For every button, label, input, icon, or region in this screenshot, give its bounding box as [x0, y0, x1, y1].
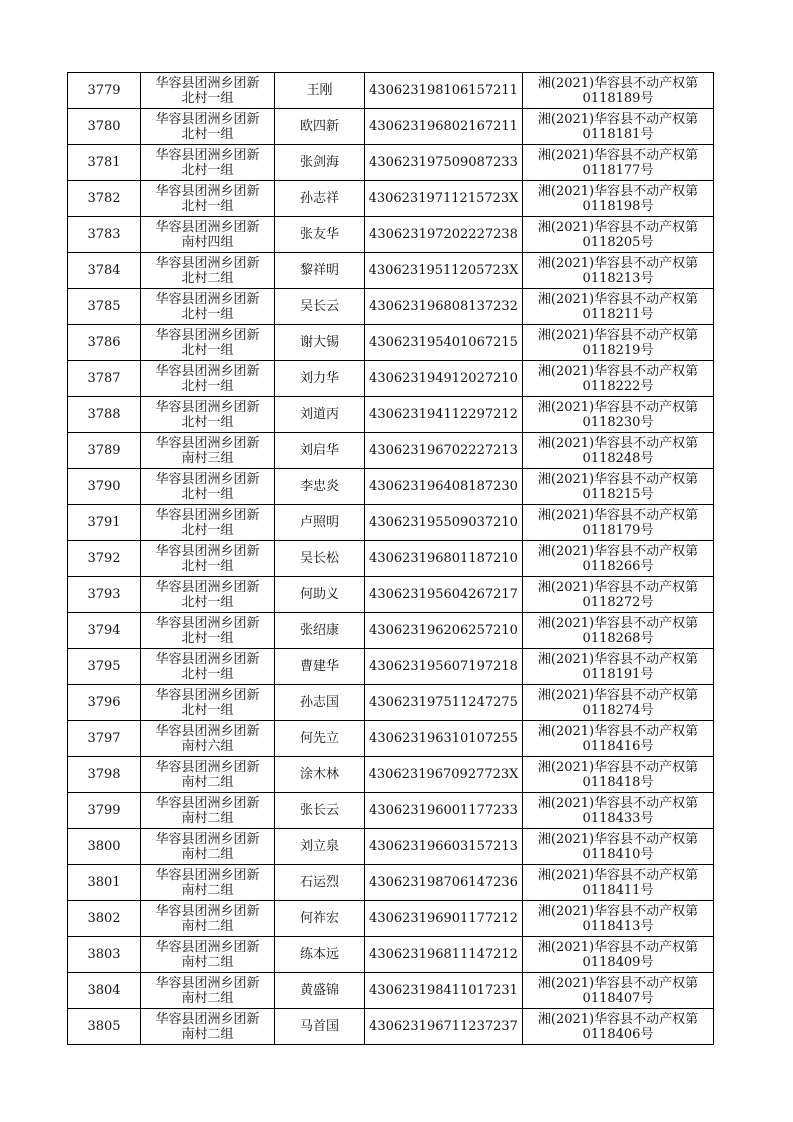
table-row — [68, 1009, 714, 1045]
certificate-line-1: 湘(2021)华容县不动产权第 — [537, 939, 699, 955]
id-number-cell: 430623196802167211 — [365, 109, 523, 145]
address-line-1: 华容县团洲乡团新 — [155, 903, 260, 919]
address-cell — [141, 469, 275, 505]
certificate-line-2: 0118248号 — [582, 450, 654, 466]
table-row — [68, 181, 714, 217]
address-line-1: 华容县团洲乡团新 — [155, 435, 260, 451]
address-line-2: 南村二组 — [181, 810, 234, 826]
certificate-line-2: 0118410号 — [582, 846, 654, 862]
certificate-line-1: 湘(2021)华容县不动产权第 — [537, 867, 699, 883]
table-row — [68, 865, 714, 901]
certificate-line-1: 湘(2021)华容县不动产权第 — [537, 183, 699, 199]
address-line-1: 华容县团洲乡团新 — [155, 759, 260, 775]
address-line-2: 南村二组 — [181, 882, 234, 898]
address-cell — [141, 973, 275, 1009]
certificate-cell — [523, 577, 714, 613]
name-cell: 刘立泉 — [275, 829, 365, 865]
table-row — [68, 397, 714, 433]
certificate-cell — [523, 73, 714, 109]
address-line-2: 南村二组 — [181, 918, 234, 934]
certificate-cell — [523, 433, 714, 469]
certificate-line-2: 0118181号 — [582, 126, 654, 142]
address-line-2: 北村一组 — [181, 666, 234, 682]
row-number-cell: 3799 — [68, 793, 141, 829]
row-number-cell: 3783 — [68, 217, 141, 253]
certificate-cell — [523, 685, 714, 721]
certificate-cell — [523, 109, 714, 145]
name-cell: 吴长云 — [275, 289, 365, 325]
row-number-cell: 3793 — [68, 577, 141, 613]
certificate-line-1: 湘(2021)华容县不动产权第 — [537, 579, 699, 595]
certificate-line-1: 湘(2021)华容县不动产权第 — [537, 759, 699, 775]
row-number-cell: 3798 — [68, 757, 141, 793]
address-line-1: 华容县团洲乡团新 — [155, 615, 260, 631]
address-line-2: 南村六组 — [181, 738, 234, 754]
registry-table-body — [68, 73, 714, 1045]
address-cell — [141, 613, 275, 649]
certificate-cell — [523, 901, 714, 937]
certificate-line-1: 湘(2021)华容县不动产权第 — [537, 291, 699, 307]
certificate-line-1: 湘(2021)华容县不动产权第 — [537, 471, 699, 487]
address-cell — [141, 793, 275, 829]
id-number-cell: 430623196711237237 — [365, 1009, 523, 1045]
address-line-2: 北村一组 — [181, 90, 234, 106]
address-line-2: 北村一组 — [181, 702, 234, 718]
table-row — [68, 109, 714, 145]
table-row — [68, 829, 714, 865]
address-line-1: 华容县团洲乡团新 — [155, 795, 260, 811]
certificate-line-1: 湘(2021)华容县不动产权第 — [537, 687, 699, 703]
certificate-line-2: 0118198号 — [582, 198, 654, 214]
id-number-cell: 43062319670927723X — [365, 757, 523, 793]
certificate-line-2: 0118411号 — [582, 882, 654, 898]
address-cell — [141, 829, 275, 865]
certificate-cell — [523, 253, 714, 289]
address-line-1: 华容县团洲乡团新 — [155, 507, 260, 523]
name-cell: 卢照明 — [275, 505, 365, 541]
certificate-line-1: 湘(2021)华容县不动产权第 — [537, 903, 699, 919]
certificate-line-2: 0118413号 — [582, 918, 654, 934]
name-cell: 何助义 — [275, 577, 365, 613]
certificate-line-2: 0118213号 — [582, 270, 654, 286]
certificate-line-1: 湘(2021)华容县不动产权第 — [537, 111, 699, 127]
address-cell — [141, 325, 275, 361]
address-line-2: 北村一组 — [181, 306, 234, 322]
certificate-cell — [523, 469, 714, 505]
table-row — [68, 433, 714, 469]
address-cell — [141, 217, 275, 253]
table-row — [68, 289, 714, 325]
address-line-2: 南村二组 — [181, 1026, 234, 1042]
address-line-2: 北村一组 — [181, 162, 234, 178]
row-number-cell: 3789 — [68, 433, 141, 469]
name-cell: 石运烈 — [275, 865, 365, 901]
certificate-line-1: 湘(2021)华容县不动产权第 — [537, 795, 699, 811]
id-number-cell: 430623196206257210 — [365, 613, 523, 649]
certificate-cell — [523, 145, 714, 181]
address-line-2: 北村一组 — [181, 414, 234, 430]
certificate-cell — [523, 793, 714, 829]
row-number-cell: 3784 — [68, 253, 141, 289]
row-number-cell: 3787 — [68, 361, 141, 397]
certificate-line-1: 湘(2021)华容县不动产权第 — [537, 507, 699, 523]
certificate-line-2: 0118189号 — [582, 90, 654, 106]
address-line-2: 北村一组 — [181, 594, 234, 610]
address-line-2: 南村三组 — [181, 450, 234, 466]
table-row — [68, 217, 714, 253]
certificate-cell — [523, 541, 714, 577]
certificate-line-1: 湘(2021)华容县不动产权第 — [537, 831, 699, 847]
name-cell: 孙志国 — [275, 685, 365, 721]
address-line-2: 南村二组 — [181, 774, 234, 790]
id-number-cell: 430623196801187210 — [365, 541, 523, 577]
name-cell: 刘力华 — [275, 361, 365, 397]
certificate-line-2: 0118179号 — [582, 522, 654, 538]
certificate-line-2: 0118211号 — [582, 306, 654, 322]
certificate-line-2: 0118219号 — [582, 342, 654, 358]
row-number-cell: 3788 — [68, 397, 141, 433]
address-line-2: 南村二组 — [181, 846, 234, 862]
row-number-cell: 3780 — [68, 109, 141, 145]
certificate-line-1: 湘(2021)华容县不动产权第 — [537, 651, 699, 667]
row-number-cell: 3795 — [68, 649, 141, 685]
certificate-cell — [523, 1009, 714, 1045]
address-line-1: 华容县团洲乡团新 — [155, 579, 260, 595]
certificate-line-2: 0118407号 — [582, 990, 654, 1006]
name-cell: 涂木林 — [275, 757, 365, 793]
id-number-cell: 430623196408187230 — [365, 469, 523, 505]
address-line-1: 华容县团洲乡团新 — [155, 471, 260, 487]
certificate-line-1: 湘(2021)华容县不动产权第 — [537, 543, 699, 559]
row-number-cell: 3797 — [68, 721, 141, 757]
name-cell: 练本远 — [275, 937, 365, 973]
certificate-line-1: 湘(2021)华容县不动产权第 — [537, 219, 699, 235]
table-row — [68, 973, 714, 1009]
address-line-1: 华容县团洲乡团新 — [155, 867, 260, 883]
table-row — [68, 577, 714, 613]
certificate-line-1: 湘(2021)华容县不动产权第 — [537, 327, 699, 343]
certificate-line-2: 0118418号 — [582, 774, 654, 790]
address-cell — [141, 577, 275, 613]
certificate-line-2: 0118222号 — [582, 378, 654, 394]
certificate-cell — [523, 757, 714, 793]
table-row — [68, 253, 714, 289]
table-row — [68, 145, 714, 181]
id-number-cell: 430623198411017231 — [365, 973, 523, 1009]
name-cell: 黎祥明 — [275, 253, 365, 289]
row-number-cell: 3781 — [68, 145, 141, 181]
name-cell: 王刚 — [275, 73, 365, 109]
address-line-1: 华容县团洲乡团新 — [155, 255, 260, 271]
id-number-cell: 430623195401067215 — [365, 325, 523, 361]
row-number-cell: 3801 — [68, 865, 141, 901]
address-cell — [141, 1009, 275, 1045]
certificate-cell — [523, 397, 714, 433]
address-cell — [141, 541, 275, 577]
certificate-line-2: 0118230号 — [582, 414, 654, 430]
row-number-cell: 3792 — [68, 541, 141, 577]
table-row — [68, 937, 714, 973]
address-line-2: 北村一组 — [181, 342, 234, 358]
table-row — [68, 757, 714, 793]
certificate-line-1: 湘(2021)华容县不动产权第 — [537, 615, 699, 631]
address-cell — [141, 901, 275, 937]
row-number-cell: 3796 — [68, 685, 141, 721]
table-row — [68, 649, 714, 685]
name-cell: 马首国 — [275, 1009, 365, 1045]
address-line-2: 北村一组 — [181, 198, 234, 214]
table-row — [68, 901, 714, 937]
address-line-1: 华容县团洲乡团新 — [155, 723, 260, 739]
address-cell — [141, 649, 275, 685]
address-line-1: 华容县团洲乡团新 — [155, 75, 260, 91]
id-number-cell: 430623195607197218 — [365, 649, 523, 685]
id-number-cell: 430623198106157211 — [365, 73, 523, 109]
name-cell: 刘道丙 — [275, 397, 365, 433]
address-cell — [141, 505, 275, 541]
address-line-1: 华容县团洲乡团新 — [155, 363, 260, 379]
certificate-cell — [523, 505, 714, 541]
id-number-cell: 430623196811147212 — [365, 937, 523, 973]
certificate-cell — [523, 829, 714, 865]
certificate-line-2: 0118268号 — [582, 630, 654, 646]
certificate-line-2: 0118191号 — [582, 666, 654, 682]
table-row — [68, 73, 714, 109]
certificate-cell — [523, 865, 714, 901]
row-number-cell: 3786 — [68, 325, 141, 361]
certificate-line-1: 湘(2021)华容县不动产权第 — [537, 147, 699, 163]
address-cell — [141, 685, 275, 721]
certificate-cell — [523, 721, 714, 757]
registry-table — [67, 72, 714, 1045]
certificate-line-2: 0118266号 — [582, 558, 654, 574]
name-cell: 谢大锡 — [275, 325, 365, 361]
id-number-cell: 430623197511247275 — [365, 685, 523, 721]
certificate-line-2: 0118205号 — [582, 234, 654, 250]
row-number-cell: 3782 — [68, 181, 141, 217]
address-line-1: 华容县团洲乡团新 — [155, 111, 260, 127]
address-cell — [141, 73, 275, 109]
address-line-2: 北村一组 — [181, 558, 234, 574]
address-line-1: 华容县团洲乡团新 — [155, 399, 260, 415]
id-number-cell: 430623194112297212 — [365, 397, 523, 433]
address-line-2: 北村一组 — [181, 522, 234, 538]
table-row — [68, 685, 714, 721]
table-row — [68, 793, 714, 829]
address-line-1: 华容县团洲乡团新 — [155, 687, 260, 703]
address-line-1: 华容县团洲乡团新 — [155, 327, 260, 343]
id-number-cell: 430623194912027210 — [365, 361, 523, 397]
address-line-1: 华容县团洲乡团新 — [155, 183, 260, 199]
address-line-2: 北村一组 — [181, 378, 234, 394]
name-cell: 吴长松 — [275, 541, 365, 577]
address-line-1: 华容县团洲乡团新 — [155, 975, 260, 991]
id-number-cell: 43062319711215723X — [365, 181, 523, 217]
row-number-cell: 3794 — [68, 613, 141, 649]
address-cell — [141, 433, 275, 469]
certificate-line-1: 湘(2021)华容县不动产权第 — [537, 723, 699, 739]
id-number-cell: 430623197202227238 — [365, 217, 523, 253]
certificate-cell — [523, 937, 714, 973]
address-line-2: 北村一组 — [181, 126, 234, 142]
table-row — [68, 361, 714, 397]
row-number-cell: 3779 — [68, 73, 141, 109]
table-row — [68, 325, 714, 361]
certificate-line-1: 湘(2021)华容县不动产权第 — [537, 1011, 699, 1027]
certificate-line-2: 0118177号 — [582, 162, 654, 178]
certificate-line-1: 湘(2021)华容县不动产权第 — [537, 399, 699, 415]
certificate-line-2: 0118409号 — [582, 954, 654, 970]
address-line-2: 北村二组 — [181, 270, 234, 286]
id-number-cell: 430623196702227213 — [365, 433, 523, 469]
row-number-cell: 3802 — [68, 901, 141, 937]
address-line-1: 华容县团洲乡团新 — [155, 939, 260, 955]
address-line-1: 华容县团洲乡团新 — [155, 147, 260, 163]
address-cell — [141, 289, 275, 325]
certificate-line-1: 湘(2021)华容县不动产权第 — [537, 975, 699, 991]
address-line-2: 北村一组 — [181, 630, 234, 646]
name-cell: 欧四新 — [275, 109, 365, 145]
address-cell — [141, 721, 275, 757]
name-cell: 何先立 — [275, 721, 365, 757]
name-cell: 黄盛锦 — [275, 973, 365, 1009]
name-cell: 李忠炎 — [275, 469, 365, 505]
certificate-cell — [523, 973, 714, 1009]
address-cell — [141, 253, 275, 289]
certificate-cell — [523, 217, 714, 253]
certificate-cell — [523, 649, 714, 685]
address-line-1: 华容县团洲乡团新 — [155, 543, 260, 559]
address-line-1: 华容县团洲乡团新 — [155, 291, 260, 307]
address-cell — [141, 361, 275, 397]
address-line-1: 华容县团洲乡团新 — [155, 219, 260, 235]
address-line-2: 北村一组 — [181, 486, 234, 502]
certificate-line-2: 0118274号 — [582, 702, 654, 718]
id-number-cell: 430623196603157213 — [365, 829, 523, 865]
address-cell — [141, 865, 275, 901]
id-number-cell: 43062319511205723X — [365, 253, 523, 289]
table-row — [68, 469, 714, 505]
row-number-cell: 3800 — [68, 829, 141, 865]
certificate-line-2: 0118272号 — [582, 594, 654, 610]
certificate-line-2: 0118416号 — [582, 738, 654, 754]
certificate-line-1: 湘(2021)华容县不动产权第 — [537, 75, 699, 91]
certificate-cell — [523, 613, 714, 649]
table-row — [68, 721, 714, 757]
address-cell — [141, 181, 275, 217]
certificate-line-2: 0118215号 — [582, 486, 654, 502]
id-number-cell: 430623195604267217 — [365, 577, 523, 613]
certificate-line-1: 湘(2021)华容县不动产权第 — [537, 435, 699, 451]
name-cell: 孙志祥 — [275, 181, 365, 217]
table-row — [68, 541, 714, 577]
certificate-cell — [523, 289, 714, 325]
certificate-line-1: 湘(2021)华容县不动产权第 — [537, 363, 699, 379]
address-line-1: 华容县团洲乡团新 — [155, 1011, 260, 1027]
certificate-line-1: 湘(2021)华容县不动产权第 — [537, 255, 699, 271]
id-number-cell: 430623195509037210 — [365, 505, 523, 541]
id-number-cell: 430623197509087233 — [365, 145, 523, 181]
address-cell — [141, 397, 275, 433]
row-number-cell: 3805 — [68, 1009, 141, 1045]
address-line-1: 华容县团洲乡团新 — [155, 831, 260, 847]
id-number-cell: 430623198706147236 — [365, 865, 523, 901]
certificate-cell — [523, 181, 714, 217]
name-cell: 曹建华 — [275, 649, 365, 685]
certificate-line-2: 0118406号 — [582, 1026, 654, 1042]
certificate-line-2: 0118433号 — [582, 810, 654, 826]
name-cell: 张友华 — [275, 217, 365, 253]
row-number-cell: 3804 — [68, 973, 141, 1009]
address-line-1: 华容县团洲乡团新 — [155, 651, 260, 667]
address-cell — [141, 145, 275, 181]
name-cell: 何祚宏 — [275, 901, 365, 937]
row-number-cell: 3791 — [68, 505, 141, 541]
table-row — [68, 505, 714, 541]
name-cell: 刘启华 — [275, 433, 365, 469]
name-cell: 张长云 — [275, 793, 365, 829]
address-line-2: 南村四组 — [181, 234, 234, 250]
name-cell: 张绍康 — [275, 613, 365, 649]
certificate-cell — [523, 361, 714, 397]
address-cell — [141, 109, 275, 145]
address-cell — [141, 937, 275, 973]
address-line-2: 南村二组 — [181, 954, 234, 970]
id-number-cell: 430623196001177233 — [365, 793, 523, 829]
id-number-cell: 430623196808137232 — [365, 289, 523, 325]
id-number-cell: 430623196901177212 — [365, 901, 523, 937]
row-number-cell: 3790 — [68, 469, 141, 505]
address-line-2: 南村二组 — [181, 990, 234, 1006]
table-row — [68, 613, 714, 649]
row-number-cell: 3785 — [68, 289, 141, 325]
name-cell: 张剑海 — [275, 145, 365, 181]
certificate-cell — [523, 325, 714, 361]
address-cell — [141, 757, 275, 793]
id-number-cell: 430623196310107255 — [365, 721, 523, 757]
row-number-cell: 3803 — [68, 937, 141, 973]
